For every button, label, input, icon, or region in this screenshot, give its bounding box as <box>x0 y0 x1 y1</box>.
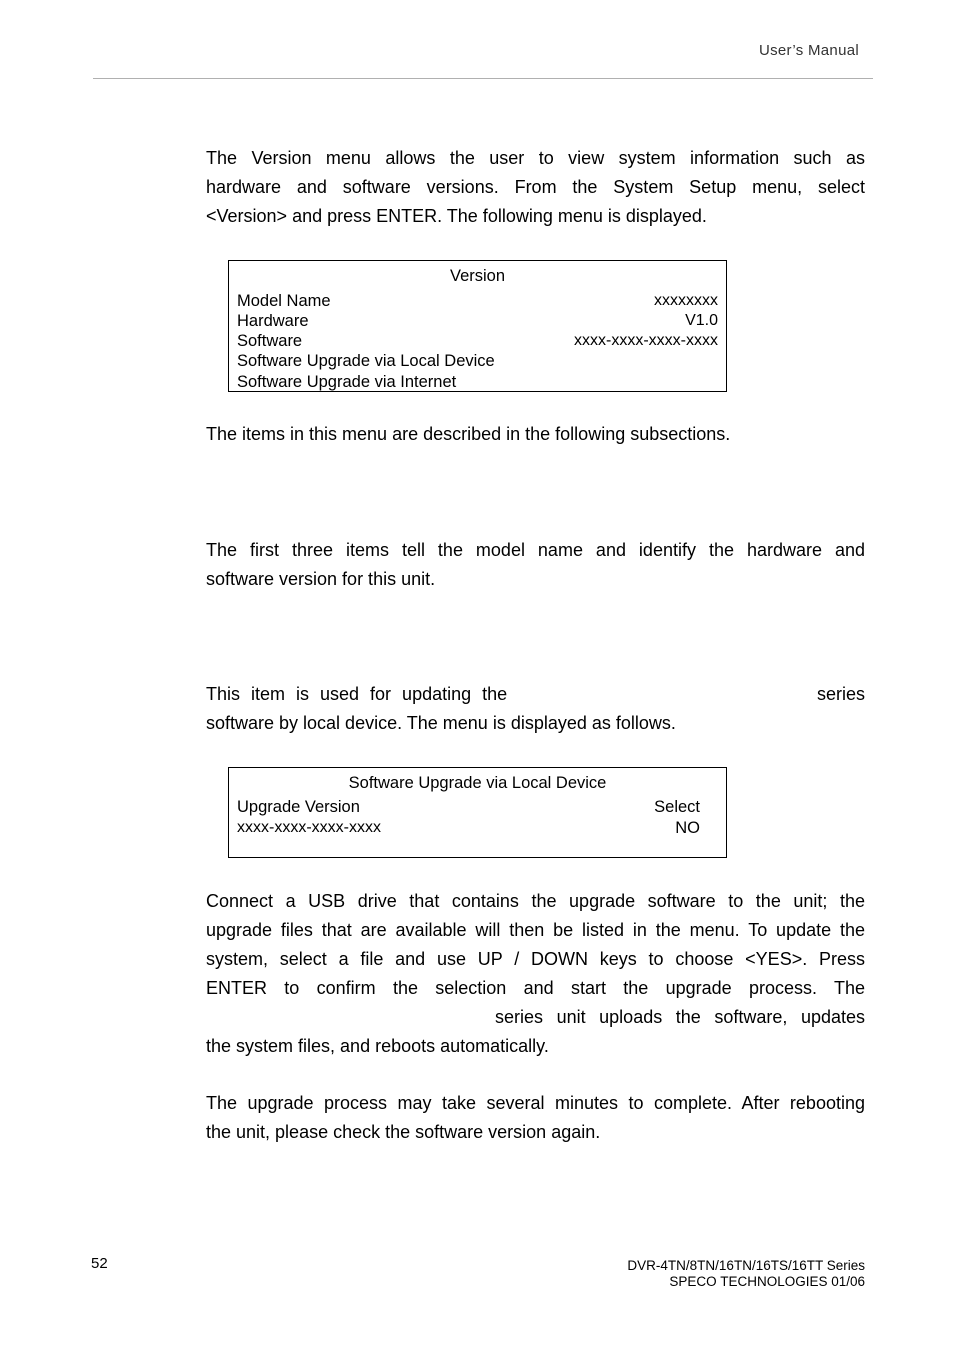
version-row-upgrade-internet <box>237 372 718 392</box>
upgrade-note-paragraph <box>206 1089 865 1147</box>
local-upgrade-paragraph <box>206 680 865 738</box>
first-three-paragraph <box>206 536 865 594</box>
version-row-upgrade-local <box>237 351 718 371</box>
local-upgrade-line-1-start: This item is used for updating the <box>206 684 508 704</box>
connect-usb-line-6: the system files, and reboots automatically. <box>206 1036 549 1056</box>
upgrade-file-row[interactable] <box>237 818 700 838</box>
footer-info <box>627 1258 865 1290</box>
upgrade-menu-header-row <box>237 797 700 817</box>
local-upgrade-line-1 <box>206 680 865 709</box>
menu-label: Software Upgrade via Local Device <box>237 352 495 370</box>
header-divider <box>93 78 873 79</box>
intro-line-3: <Version> and press ENTER. The following menu is displayed. <box>206 206 707 226</box>
menu-label: Software Upgrade via Internet <box>237 373 457 391</box>
connect-usb-line-1: Connect a USB drive that contains the upgrade software to the unit; the <box>206 891 865 911</box>
menu-label: Software <box>237 332 303 350</box>
upgrade-note-line-1: The upgrade process may take several minutes to complete. After rebooting <box>206 1093 865 1113</box>
upgrade-file-name: xxxx-xxxx-xxxx-xxxx <box>237 819 381 836</box>
version-menu-title: Version <box>449 267 506 285</box>
connect-usb-line-5: series unit uploads the software, updates <box>495 1007 865 1027</box>
version-row-software <box>237 331 718 351</box>
version-menu <box>228 260 727 392</box>
first-three-line-1: The first three items tell the model name and identify the hardware and <box>206 540 865 560</box>
upgrade-select-value[interactable]: NO <box>675 819 700 837</box>
connect-usb-line-2: upgrade files that are available will then be listed in the menu. To update the <box>206 920 865 940</box>
upgrade-menu <box>228 767 727 858</box>
footer-company: SPECO TECHNOLOGIES 01/06 <box>669 1274 865 1289</box>
intro-paragraph <box>206 144 865 231</box>
menu-label: Model Name <box>237 292 331 310</box>
first-three-line-2: software version for this unit. <box>206 569 436 589</box>
menu-label: Hardware <box>237 312 309 330</box>
menu-value: xxxxxxxx <box>654 292 718 309</box>
footer-series: DVR-4TN/8TN/16TN/16TS/16TT Series <box>627 1258 865 1273</box>
connect-usb-line-4: ENTER to confirm the selection and start the upgrade process. The <box>206 978 865 998</box>
connect-usb-paragraph <box>206 887 865 1061</box>
header-title: User’s Manual <box>758 42 859 59</box>
intro-line-1: The Version menu allows the user to view system information such as <box>206 148 865 168</box>
upgrade-version-label: Upgrade Version <box>237 798 360 816</box>
local-upgrade-line-1-end: series <box>816 684 865 704</box>
items-described-text: The items in this menu are described in the following subsections. <box>206 424 731 444</box>
page-number: 52 <box>91 1255 108 1272</box>
upgrade-menu-title: Software Upgrade via Local Device <box>348 774 607 792</box>
version-row-hardware <box>237 311 718 331</box>
select-label: Select <box>654 798 700 816</box>
upgrade-note-line-2: the unit, please check the software version again. <box>206 1122 601 1142</box>
connect-usb-line-3: system, select a file and use UP / DOWN keys to choose <YES>. Press <box>206 949 865 969</box>
menu-value: xxxx-xxxx-xxxx-xxxx <box>574 332 718 349</box>
local-upgrade-line-2: software by local device. The menu is displayed as follows. <box>206 713 676 733</box>
menu-value: V1.0 <box>685 312 718 329</box>
intro-line-2: hardware and software versions. From the System Setup menu, select <box>206 177 865 197</box>
version-row-model-name <box>237 291 718 311</box>
